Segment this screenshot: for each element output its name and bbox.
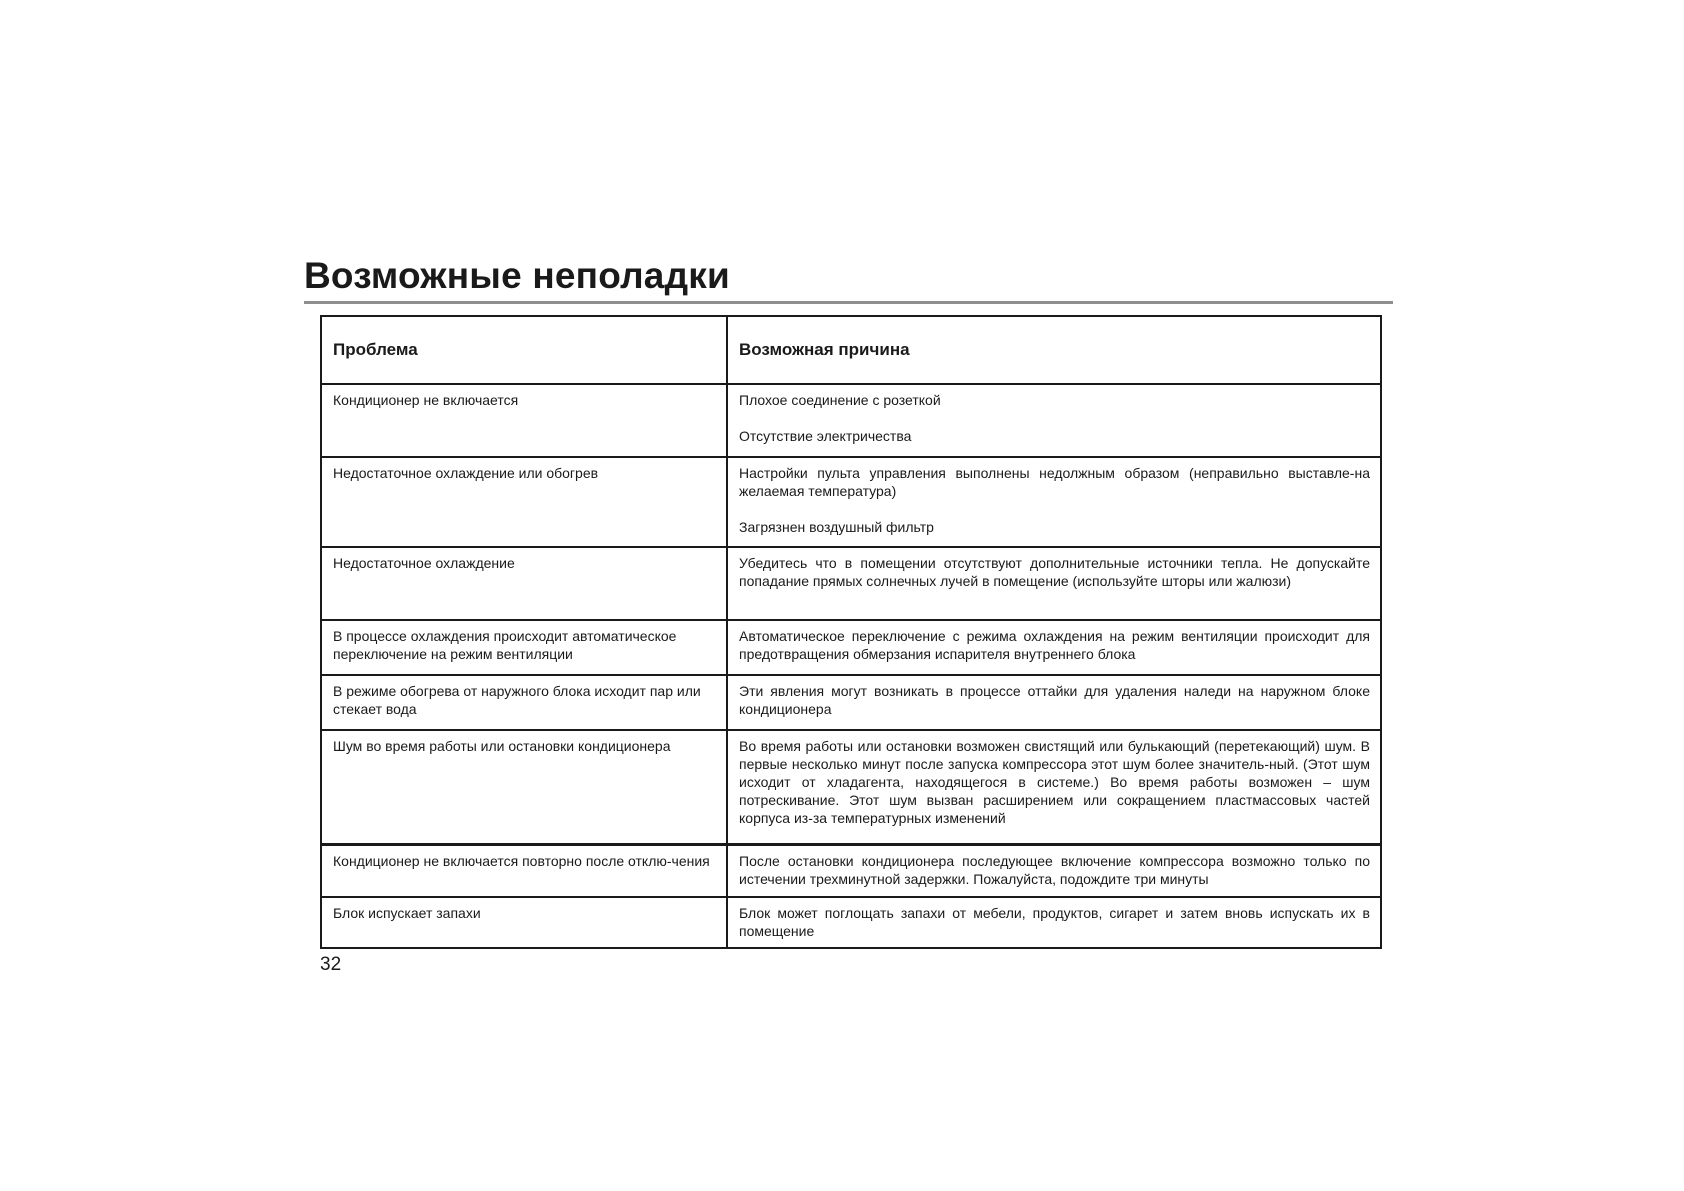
troubleshooting-table [320, 315, 1382, 949]
cause-text: Плохое соединение с розеткой [739, 392, 941, 408]
cause-cell [727, 457, 1381, 547]
header-cause: Возможная причина [727, 316, 1381, 384]
cause-cell [727, 844, 1381, 897]
problem-cell: Недостаточное охлаждение или обогрев [321, 457, 727, 547]
problem-cell: Кондиционер не включается повторно после отклю-чения [321, 844, 727, 897]
table-row [321, 844, 1381, 897]
cause-cell [727, 675, 1381, 730]
page-number: 32 [320, 954, 342, 975]
title-divider [304, 301, 1393, 304]
cause-text: Убедитесь что в помещении отсутствуют дополнительные источники тепла. Не допускайте попадание прямых солнечных лучей в помещение (используйте шторы или жалюзи) [739, 555, 1370, 589]
cause-cell [727, 620, 1381, 675]
problem-cell: Кондиционер не включается [321, 384, 727, 457]
problem-cell: Недостаточное охлаждение [321, 547, 727, 620]
problem-cell: Шум во время работы или остановки кондиционера [321, 730, 727, 844]
cause-cell [727, 384, 1381, 457]
cause-text: Эти явления могут возникать в процессе оттайки для удаления наледи на наружном блоке кондиционера [739, 683, 1370, 717]
cause-cell [727, 547, 1381, 620]
cause-text: Отсутствие электричества [739, 428, 912, 444]
table-header-row [321, 316, 1381, 384]
cause-text: После остановки кондиционера последующее включение компрессора возможно только по истечении трехминутной задержки. Пожалуйста, подождите три минуты [739, 852, 1370, 887]
cause-text: Автоматическое переключение с режима охлаждения на режим вентиляции происходит для предотвращения обмерзания испарителя внутреннего блока [739, 628, 1370, 662]
problem-cell: В процессе охлаждения происходит автоматическое переключение на режим вентиляции [321, 620, 727, 675]
table-row [321, 897, 1381, 948]
cause-cell [727, 897, 1381, 948]
table-row [321, 457, 1381, 547]
problem-cell: Блок испускает запахи [321, 897, 727, 948]
cause-text: Блок может поглощать запахи от мебели, продуктов, сигарет и затем вновь испускать их в помещение [739, 905, 1370, 939]
table-row [321, 547, 1381, 620]
problem-cell: В режиме обогрева от наружного блока исходит пар или стекает вода [321, 675, 727, 730]
table-row [321, 675, 1381, 730]
page-title: Возможные неполадки [304, 255, 730, 296]
cause-text: Настройки пульта управления выполнены недолжным образом (неправильно выставле-на желаемая температура) [739, 465, 1370, 499]
cause-cell [727, 730, 1381, 844]
header-problem: Проблема [321, 316, 727, 384]
table-row [321, 620, 1381, 675]
table-row [321, 384, 1381, 457]
cause-text: Во время работы или остановки возможен свистящий или булькающий (перетекающий) шум. В первые несколько минут после запуска компрессора этот шум более значитель-ный. (Этот шум исходит от хладагента, находящегося в системе.) Во время работы возможен – шум потрескивание. Этот шум вызван расширением или сокращением пластмассовых частей корпуса из-за температурных изменений [739, 738, 1370, 826]
cause-text: Загрязнен воздушный фильтр [739, 519, 934, 535]
table-row [321, 730, 1381, 844]
